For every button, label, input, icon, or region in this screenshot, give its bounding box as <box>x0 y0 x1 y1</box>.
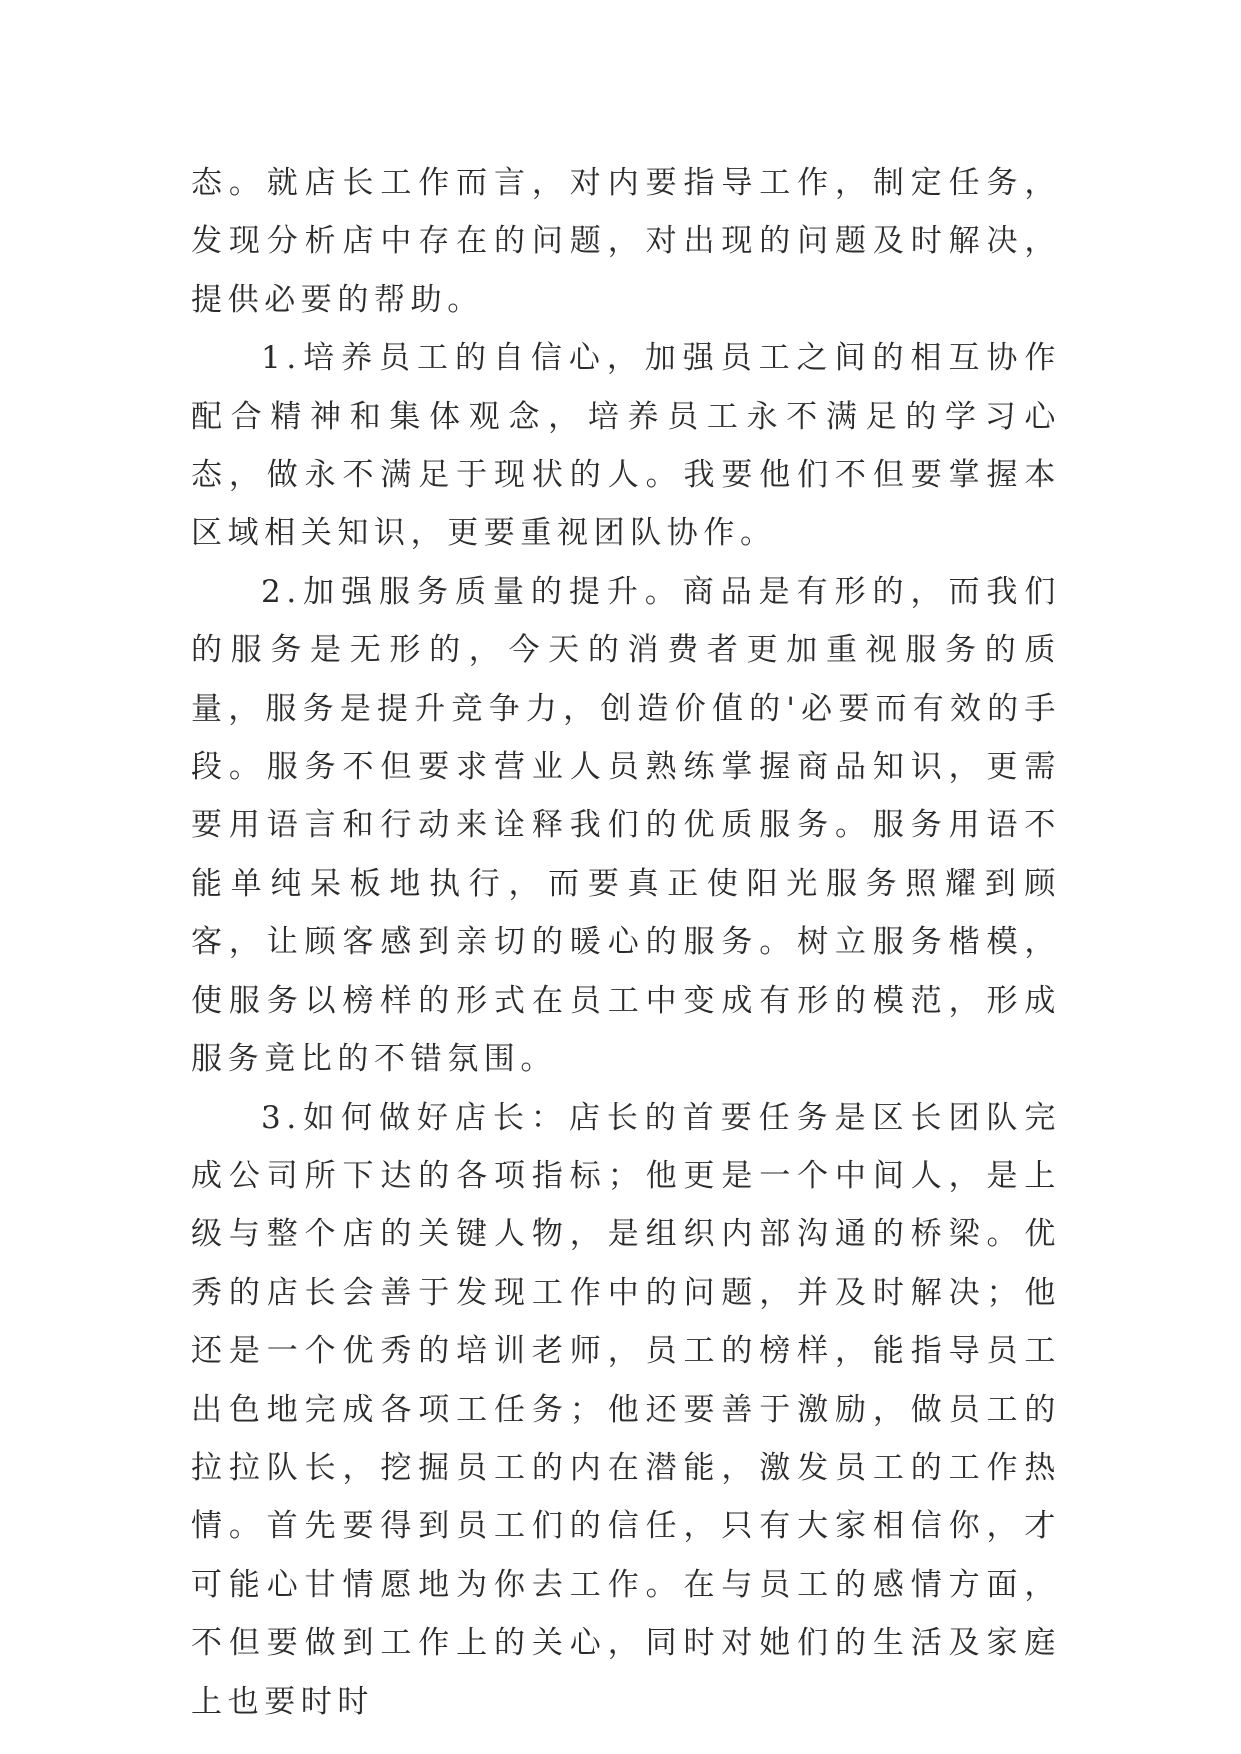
paragraph-item-1: 1.培养员工的自信心，加强员工之间的相互协作配合精神和集体观念，培养员工永不满足的学习心态，做永不满足于现状的人。我要他们不但要掌握本区域相关知识，更要重视团队协作。 <box>191 340 1061 552</box>
document-body <box>191 154 1061 1731</box>
paragraph-item-3: 3.如何做好店长：店长的首要任务是区长团队完成公司所下达的各项指标；他更是一个中间人，是上级与整个店的关键人物，是组织内部沟通的桥梁。优秀的店长会善于发现工作中的问题，并及时解决；他还是一个优秀的培训老师，员工的榜样，能指导员工出色地完成各项工任务；他还要善于激励，做员工的拉拉队长，挖掘员工的内在潜能，激发员工的工作热情。首先要得到员工们的信任，只有大家相信你，才可能心甘情愿地为你去工作。在与员工的感情方面，不但要做到工作上的关心，同时对她们的生活及家庭上也要时时 <box>191 1099 1061 1720</box>
paragraph-item-2: 2.加强服务质量的提升。商品是有形的，而我们的服务是无形的，今天的消费者更加重视服务的质量，服务是提升竞争力，创造价值的'必要而有效的手段。服务不但要求营业人员熟练掌握商品知识，更需要用语言和行动来诠释我们的优质服务。服务用语不能单纯呆板地执行，而要真正使阳光服务照耀到顾客，让顾客感到亲切的暖心的服务。树立服务楷模，使服务以榜样的形式在员工中变成有形的模范，形成服务竟比的不错氛围。 <box>191 573 1061 1078</box>
paragraph-intro: 态。就店长工作而言，对内要指导工作，制定任务，发现分析店中存在的问题，对出现的问题及时解决，提供必要的帮助。 <box>191 165 1061 318</box>
